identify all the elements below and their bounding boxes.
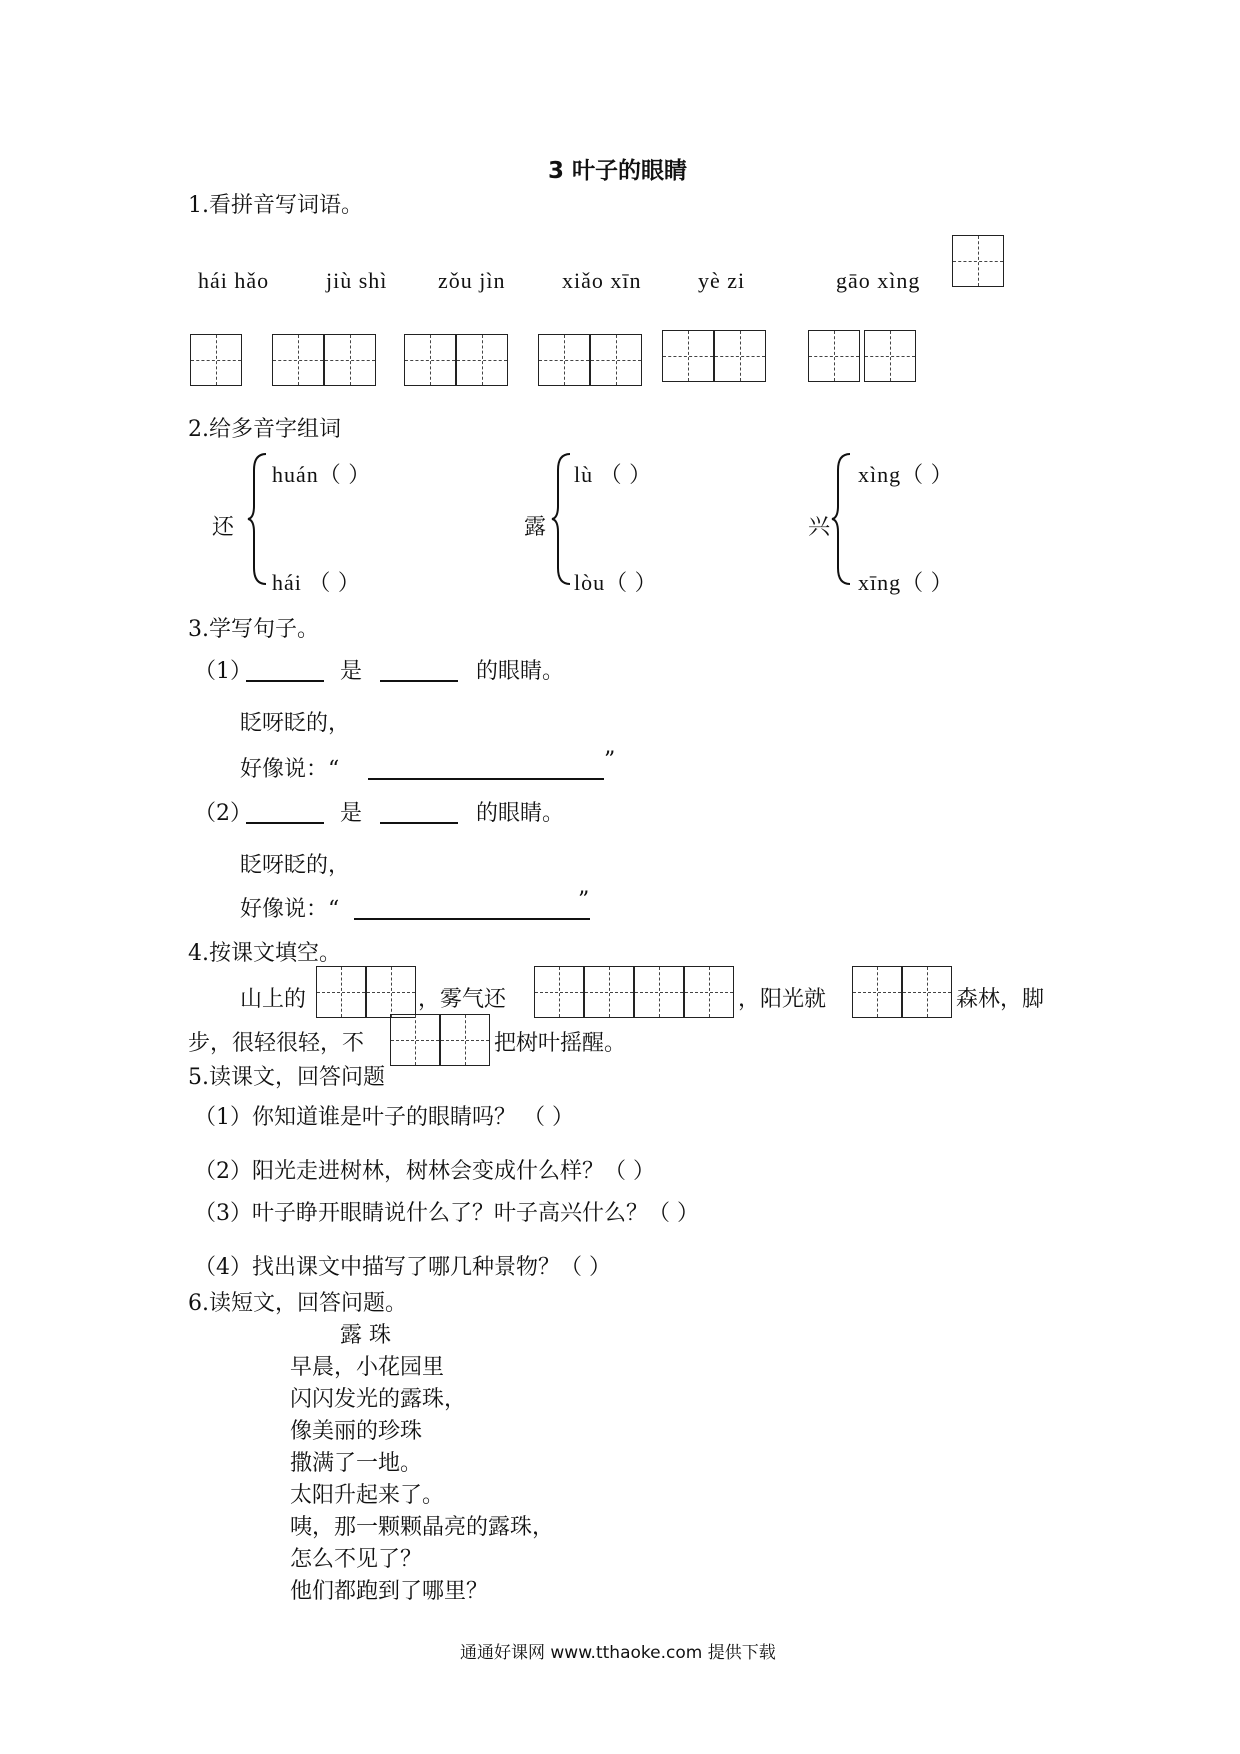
poem-title: 露 珠: [340, 1323, 391, 1348]
writing-box[interactable]: [590, 334, 642, 386]
writing-box[interactable]: [390, 1014, 440, 1066]
answer-line[interactable]: [380, 822, 458, 824]
q5-question-1: （1）你知道谁是叶子的眼睛吗？ （ ）: [194, 1105, 574, 1130]
q4-text-4: 森林，脚: [956, 987, 1045, 1012]
poem-line: 他们都跑到了哪里？: [290, 1579, 489, 1604]
writing-box[interactable]: [808, 330, 860, 382]
page-title: 3 叶子的眼睛: [548, 158, 688, 184]
writing-box[interactable]: [456, 334, 508, 386]
polyphone-1-top: huán（ ）: [272, 462, 372, 487]
q1-pinyin-1: hái hǎo: [198, 268, 270, 293]
q4-heading: 4.按课文填空。: [188, 941, 341, 966]
q3-item1-shi: 是: [340, 659, 363, 684]
q3-heading: 3.学写句子。: [188, 617, 319, 642]
q3-item2-close-quote: ”: [578, 888, 590, 913]
answer-line[interactable]: [380, 680, 458, 682]
writing-box[interactable]: [714, 330, 766, 382]
q1-heading: 1.看拼音写词语。: [188, 193, 363, 218]
q3-item2-eyes: 的眼睛。: [476, 801, 565, 826]
q3-item2-blink: 眨呀眨的，: [240, 853, 351, 878]
q3-item1-eyes: 的眼睛。: [476, 659, 565, 684]
brace-icon: [246, 452, 268, 586]
answer-line[interactable]: [246, 680, 324, 682]
q1-pinyin-3: zǒu jìn: [438, 268, 506, 293]
polyphone-char-3: 兴: [808, 515, 831, 540]
q5-question-2: （2）阳光走进树林，树林会变成什么样？（ ）: [194, 1159, 655, 1184]
q1-pinyin-2: jiù shì: [326, 268, 388, 293]
writing-box[interactable]: [634, 966, 684, 1018]
q1-pinyin-5: yè zi: [698, 268, 746, 293]
brace-icon: [550, 452, 572, 586]
answer-line[interactable]: [354, 918, 590, 920]
q4-text-1: 山上的: [240, 987, 307, 1012]
q4-text-6: 把树叶摇醒。: [494, 1031, 627, 1056]
poem-line: 咦，那一颗颗晶亮的露珠，: [290, 1515, 555, 1540]
writing-box[interactable]: [324, 334, 376, 386]
q6-heading: 6.读短文，回答问题。: [188, 1291, 407, 1316]
q5-question-3: （3）叶子睁开眼睛说什么了？叶子高兴什么？（ ）: [194, 1201, 699, 1226]
polyphone-1-bottom: hái （ ）: [272, 570, 361, 595]
writing-box[interactable]: [440, 1014, 490, 1066]
poem-line: 撒满了一地。: [290, 1451, 423, 1476]
writing-box[interactable]: [272, 334, 324, 386]
writing-box[interactable]: [662, 330, 714, 382]
q3-item2-shi: 是: [340, 801, 363, 826]
q3-item1-close-quote: ”: [604, 748, 616, 773]
poem-line: 早晨，小花园里: [290, 1355, 445, 1380]
poem-line: 太阳升起来了。: [290, 1483, 445, 1508]
writing-box[interactable]: [534, 966, 584, 1018]
poem-line: 像美丽的珍珠: [290, 1419, 423, 1444]
polyphone-2-bottom: lòu（ ）: [574, 570, 658, 595]
poem-line: 怎么不见了？: [290, 1547, 423, 1572]
q5-question-4: （4）找出课文中描写了哪几种景物？（ ）: [194, 1255, 611, 1280]
q3-item1-blink: 眨呀眨的，: [240, 711, 351, 736]
q4-text-2: ，雾气还: [418, 987, 507, 1012]
writing-box[interactable]: [684, 966, 734, 1018]
q5-heading: 5.读课文，回答问题: [188, 1065, 385, 1090]
q2-heading: 2.给多音字组词: [188, 417, 341, 442]
q4-text-5: 步，很轻很轻，不: [188, 1031, 365, 1056]
q3-item2-number: （2）: [194, 801, 252, 826]
writing-box[interactable]: [316, 966, 366, 1018]
writing-box[interactable]: [366, 966, 416, 1018]
writing-box[interactable]: [902, 966, 952, 1018]
writing-box[interactable]: [852, 966, 902, 1018]
polyphone-char-2: 露: [524, 515, 547, 540]
q1-pinyin-4: xiǎo xīn: [562, 268, 642, 293]
polyphone-3-bottom: xīng（ ）: [858, 570, 954, 595]
writing-box[interactable]: [584, 966, 634, 1018]
polyphone-char-1: 还: [212, 515, 235, 540]
footer-source: 通通好课网 www.tthaoke.com 提供下载: [460, 1643, 776, 1663]
brace-icon: [830, 452, 852, 586]
answer-line[interactable]: [246, 822, 324, 824]
q3-item1-number: （1）: [194, 659, 252, 684]
q3-item1-seems: 好像说：“: [240, 757, 340, 782]
q4-text-3: ，阳光就: [738, 987, 827, 1012]
writing-box[interactable]: [190, 334, 242, 386]
poem-line: 闪闪发光的露珠，: [290, 1387, 467, 1412]
writing-box[interactable]: [538, 334, 590, 386]
q3-item2-seems: 好像说：“: [240, 897, 340, 922]
polyphone-2-top: lù （ ）: [574, 462, 653, 487]
answer-line[interactable]: [368, 778, 604, 780]
writing-box[interactable]: [864, 330, 916, 382]
writing-box[interactable]: [404, 334, 456, 386]
q1-pinyin-6: gāo xìng: [836, 268, 921, 293]
writing-box[interactable]: [952, 235, 1004, 287]
polyphone-3-top: xìng（ ）: [858, 462, 954, 487]
